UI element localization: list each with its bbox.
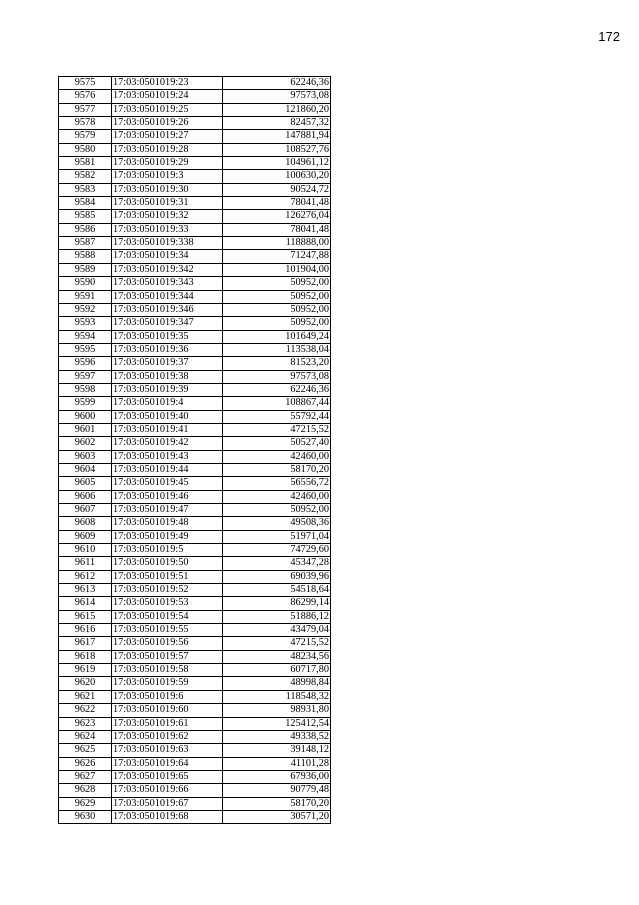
- cadastral-number-cell: 17:03:0501019:4: [112, 397, 223, 410]
- row-number-cell: 9591: [59, 290, 112, 303]
- cadastral-number-cell: 17:03:0501019:27: [112, 130, 223, 143]
- value-cell: 147881,94: [223, 130, 331, 143]
- value-cell: 45347,28: [223, 557, 331, 570]
- row-number-cell: 9582: [59, 170, 112, 183]
- row-number-cell: 9602: [59, 437, 112, 450]
- value-cell: 48998,84: [223, 677, 331, 690]
- table-row: [59, 650, 331, 663]
- value-cell: 90779,48: [223, 784, 331, 797]
- table-row: [59, 624, 331, 637]
- cadastral-number-cell: 17:03:0501019:33: [112, 223, 223, 236]
- table-row: [59, 664, 331, 677]
- table-row: [59, 90, 331, 103]
- cadastral-number-cell: 17:03:0501019:36: [112, 343, 223, 356]
- value-cell: 74729,60: [223, 544, 331, 557]
- table-row: [59, 183, 331, 196]
- row-number-cell: 9625: [59, 744, 112, 757]
- cadastral-number-cell: 17:03:0501019:62: [112, 730, 223, 743]
- row-number-cell: 9589: [59, 263, 112, 276]
- row-number-cell: 9607: [59, 504, 112, 517]
- value-cell: 50952,00: [223, 317, 331, 330]
- table-row: [59, 250, 331, 263]
- value-cell: 49508,36: [223, 517, 331, 530]
- row-number-cell: 9628: [59, 784, 112, 797]
- row-number-cell: 9599: [59, 397, 112, 410]
- value-cell: 126276,04: [223, 210, 331, 223]
- row-number-cell: 9626: [59, 757, 112, 770]
- cadastral-number-cell: 17:03:0501019:49: [112, 530, 223, 543]
- cadastral-number-cell: 17:03:0501019:39: [112, 383, 223, 396]
- table-row: [59, 810, 331, 823]
- cadastral-number-cell: 17:03:0501019:51: [112, 570, 223, 583]
- row-number-cell: 9613: [59, 584, 112, 597]
- row-number-cell: 9621: [59, 690, 112, 703]
- row-number-cell: 9610: [59, 544, 112, 557]
- table-row: [59, 490, 331, 503]
- table-row: [59, 330, 331, 343]
- value-cell: 100630,20: [223, 170, 331, 183]
- row-number-cell: 9620: [59, 677, 112, 690]
- cadastral-number-cell: 17:03:0501019:50: [112, 557, 223, 570]
- table-row: [59, 757, 331, 770]
- table-row: [59, 544, 331, 557]
- table-row: [59, 744, 331, 757]
- cadastral-number-cell: 17:03:0501019:37: [112, 357, 223, 370]
- value-cell: 60717,80: [223, 664, 331, 677]
- row-number-cell: 9597: [59, 370, 112, 383]
- row-number-cell: 9595: [59, 343, 112, 356]
- value-cell: 97573,08: [223, 370, 331, 383]
- value-cell: 30571,20: [223, 810, 331, 823]
- cadastral-number-cell: 17:03:0501019:63: [112, 744, 223, 757]
- cadastral-number-cell: 17:03:0501019:343: [112, 277, 223, 290]
- cadastral-number-cell: 17:03:0501019:59: [112, 677, 223, 690]
- value-cell: 47215,52: [223, 423, 331, 436]
- cadastral-number-cell: 17:03:0501019:55: [112, 624, 223, 637]
- cadastral-number-cell: 17:03:0501019:52: [112, 584, 223, 597]
- table-row: [59, 157, 331, 170]
- value-cell: 121860,20: [223, 103, 331, 116]
- value-cell: 108527,76: [223, 143, 331, 156]
- value-cell: 62246,36: [223, 383, 331, 396]
- row-number-cell: 9605: [59, 477, 112, 490]
- row-number-cell: 9615: [59, 610, 112, 623]
- value-cell: 62246,36: [223, 77, 331, 90]
- cadastral-number-cell: 17:03:0501019:26: [112, 117, 223, 130]
- row-number-cell: 9624: [59, 730, 112, 743]
- table-row: [59, 530, 331, 543]
- value-cell: 67936,00: [223, 770, 331, 783]
- table-row: [59, 103, 331, 116]
- value-cell: 118548,32: [223, 690, 331, 703]
- value-cell: 58170,20: [223, 463, 331, 476]
- row-number-cell: 9587: [59, 237, 112, 250]
- cadastral-number-cell: 17:03:0501019:48: [112, 517, 223, 530]
- value-cell: 78041,48: [223, 197, 331, 210]
- table-row: [59, 237, 331, 250]
- table-row: [59, 343, 331, 356]
- value-cell: 55792,44: [223, 410, 331, 423]
- value-cell: 50952,00: [223, 303, 331, 316]
- value-cell: 41101,28: [223, 757, 331, 770]
- row-number-cell: 9590: [59, 277, 112, 290]
- cadastral-number-cell: 17:03:0501019:41: [112, 423, 223, 436]
- table-row: [59, 690, 331, 703]
- table-row: [59, 410, 331, 423]
- table-row: [59, 263, 331, 276]
- row-number-cell: 9601: [59, 423, 112, 436]
- cadastral-number-cell: 17:03:0501019:29: [112, 157, 223, 170]
- value-cell: 82457,32: [223, 117, 331, 130]
- row-number-cell: 9593: [59, 317, 112, 330]
- value-cell: 51886,12: [223, 610, 331, 623]
- row-number-cell: 9609: [59, 530, 112, 543]
- row-number-cell: 9584: [59, 197, 112, 210]
- value-cell: 42460,00: [223, 450, 331, 463]
- table-row: [59, 597, 331, 610]
- value-cell: 125412,54: [223, 717, 331, 730]
- row-number-cell: 9594: [59, 330, 112, 343]
- cadastral-number-cell: 17:03:0501019:338: [112, 237, 223, 250]
- cadastral-number-cell: 17:03:0501019:40: [112, 410, 223, 423]
- table-row: [59, 170, 331, 183]
- row-number-cell: 9576: [59, 90, 112, 103]
- value-cell: 104961,12: [223, 157, 331, 170]
- row-number-cell: 9608: [59, 517, 112, 530]
- row-number-cell: 9598: [59, 383, 112, 396]
- cadastral-number-cell: 17:03:0501019:35: [112, 330, 223, 343]
- cadastral-number-cell: 17:03:0501019:58: [112, 664, 223, 677]
- cadastral-number-cell: 17:03:0501019:24: [112, 90, 223, 103]
- cadastral-number-cell: 17:03:0501019:346: [112, 303, 223, 316]
- cadastral-number-cell: 17:03:0501019:31: [112, 197, 223, 210]
- value-cell: 51971,04: [223, 530, 331, 543]
- value-cell: 113538,04: [223, 343, 331, 356]
- row-number-cell: 9579: [59, 130, 112, 143]
- cadastral-number-cell: 17:03:0501019:5: [112, 544, 223, 557]
- row-number-cell: 9596: [59, 357, 112, 370]
- value-cell: 58170,20: [223, 797, 331, 810]
- cadastral-number-cell: 17:03:0501019:34: [112, 250, 223, 263]
- cadastral-number-cell: 17:03:0501019:60: [112, 704, 223, 717]
- cadastral-number-cell: 17:03:0501019:45: [112, 477, 223, 490]
- value-cell: 71247,88: [223, 250, 331, 263]
- table-row: [59, 584, 331, 597]
- value-cell: 97573,08: [223, 90, 331, 103]
- row-number-cell: 9588: [59, 250, 112, 263]
- row-number-cell: 9585: [59, 210, 112, 223]
- cadastral-number-cell: 17:03:0501019:66: [112, 784, 223, 797]
- page-number: 172: [598, 29, 620, 44]
- row-number-cell: 9600: [59, 410, 112, 423]
- cadastral-number-cell: 17:03:0501019:53: [112, 597, 223, 610]
- table-row: [59, 437, 331, 450]
- row-number-cell: 9627: [59, 770, 112, 783]
- table-row: [59, 303, 331, 316]
- row-number-cell: 9629: [59, 797, 112, 810]
- table-row: [59, 677, 331, 690]
- row-number-cell: 9606: [59, 490, 112, 503]
- table-row: [59, 397, 331, 410]
- table-row: [59, 130, 331, 143]
- value-cell: 39148,12: [223, 744, 331, 757]
- value-cell: 50952,00: [223, 290, 331, 303]
- row-number-cell: 9617: [59, 637, 112, 650]
- cadastral-number-cell: 17:03:0501019:38: [112, 370, 223, 383]
- table-row: [59, 357, 331, 370]
- cadastral-number-cell: 17:03:0501019:30: [112, 183, 223, 196]
- row-number-cell: 9622: [59, 704, 112, 717]
- cadastral-number-cell: 17:03:0501019:46: [112, 490, 223, 503]
- table-row: [59, 223, 331, 236]
- cadastral-number-cell: 17:03:0501019:28: [112, 143, 223, 156]
- value-cell: 50952,00: [223, 504, 331, 517]
- row-number-cell: 9575: [59, 77, 112, 90]
- table-row: [59, 557, 331, 570]
- value-cell: 50527,40: [223, 437, 331, 450]
- table-row: [59, 370, 331, 383]
- table-row: [59, 730, 331, 743]
- row-number-cell: 9623: [59, 717, 112, 730]
- value-cell: 78041,48: [223, 223, 331, 236]
- row-number-cell: 9583: [59, 183, 112, 196]
- value-cell: 101904,00: [223, 263, 331, 276]
- row-number-cell: 9592: [59, 303, 112, 316]
- cadastral-number-cell: 17:03:0501019:32: [112, 210, 223, 223]
- value-cell: 42460,00: [223, 490, 331, 503]
- table-row: [59, 77, 331, 90]
- cadastral-number-cell: 17:03:0501019:344: [112, 290, 223, 303]
- table-row: [59, 477, 331, 490]
- cadastral-number-cell: 17:03:0501019:6: [112, 690, 223, 703]
- table-row: [59, 637, 331, 650]
- table-row: [59, 277, 331, 290]
- table-row: [59, 517, 331, 530]
- table-row: [59, 317, 331, 330]
- row-number-cell: 9603: [59, 450, 112, 463]
- value-cell: 98931,80: [223, 704, 331, 717]
- table-row: [59, 197, 331, 210]
- value-cell: 69039,96: [223, 570, 331, 583]
- table-row: [59, 610, 331, 623]
- cadastral-number-cell: 17:03:0501019:47: [112, 504, 223, 517]
- value-cell: 50952,00: [223, 277, 331, 290]
- table-row: [59, 450, 331, 463]
- row-number-cell: 9619: [59, 664, 112, 677]
- value-cell: 54518,64: [223, 584, 331, 597]
- table-row: [59, 383, 331, 396]
- row-number-cell: 9604: [59, 463, 112, 476]
- table-row: [59, 784, 331, 797]
- table-row: [59, 143, 331, 156]
- table-row: [59, 463, 331, 476]
- row-number-cell: 9616: [59, 624, 112, 637]
- cadastral-number-cell: 17:03:0501019:68: [112, 810, 223, 823]
- value-cell: 101649,24: [223, 330, 331, 343]
- value-cell: 56556,72: [223, 477, 331, 490]
- cadastral-number-cell: 17:03:0501019:67: [112, 797, 223, 810]
- cadastral-number-cell: 17:03:0501019:42: [112, 437, 223, 450]
- value-cell: 118888,00: [223, 237, 331, 250]
- value-cell: 108867,44: [223, 397, 331, 410]
- cadastral-number-cell: 17:03:0501019:56: [112, 637, 223, 650]
- cadastral-number-cell: 17:03:0501019:43: [112, 450, 223, 463]
- table-row: [59, 504, 331, 517]
- value-cell: 86299,14: [223, 597, 331, 610]
- table-row: [59, 423, 331, 436]
- value-cell: 81523,20: [223, 357, 331, 370]
- row-number-cell: 9580: [59, 143, 112, 156]
- row-number-cell: 9586: [59, 223, 112, 236]
- row-number-cell: 9577: [59, 103, 112, 116]
- cadastral-number-cell: 17:03:0501019:342: [112, 263, 223, 276]
- value-cell: 43479,04: [223, 624, 331, 637]
- data-table: [58, 76, 331, 824]
- table-row: [59, 210, 331, 223]
- table-row: [59, 797, 331, 810]
- cadastral-number-cell: 17:03:0501019:65: [112, 770, 223, 783]
- cadastral-number-cell: 17:03:0501019:44: [112, 463, 223, 476]
- table-row: [59, 717, 331, 730]
- cadastral-number-cell: 17:03:0501019:25: [112, 103, 223, 116]
- value-cell: 47215,52: [223, 637, 331, 650]
- cadastral-number-cell: 17:03:0501019:57: [112, 650, 223, 663]
- row-number-cell: 9611: [59, 557, 112, 570]
- value-cell: 49338,52: [223, 730, 331, 743]
- table-body: [59, 77, 331, 824]
- row-number-cell: 9614: [59, 597, 112, 610]
- table-row: [59, 704, 331, 717]
- row-number-cell: 9618: [59, 650, 112, 663]
- table-row: [59, 570, 331, 583]
- table-row: [59, 117, 331, 130]
- row-number-cell: 9612: [59, 570, 112, 583]
- cadastral-number-cell: 17:03:0501019:61: [112, 717, 223, 730]
- row-number-cell: 9630: [59, 810, 112, 823]
- row-number-cell: 9581: [59, 157, 112, 170]
- cadastral-number-cell: 17:03:0501019:3: [112, 170, 223, 183]
- row-number-cell: 9578: [59, 117, 112, 130]
- cadastral-number-cell: 17:03:0501019:23: [112, 77, 223, 90]
- value-cell: 48234,56: [223, 650, 331, 663]
- cadastral-number-cell: 17:03:0501019:64: [112, 757, 223, 770]
- value-cell: 90524,72: [223, 183, 331, 196]
- cadastral-number-cell: 17:03:0501019:54: [112, 610, 223, 623]
- cadastral-number-cell: 17:03:0501019:347: [112, 317, 223, 330]
- table-row: [59, 290, 331, 303]
- table-row: [59, 770, 331, 783]
